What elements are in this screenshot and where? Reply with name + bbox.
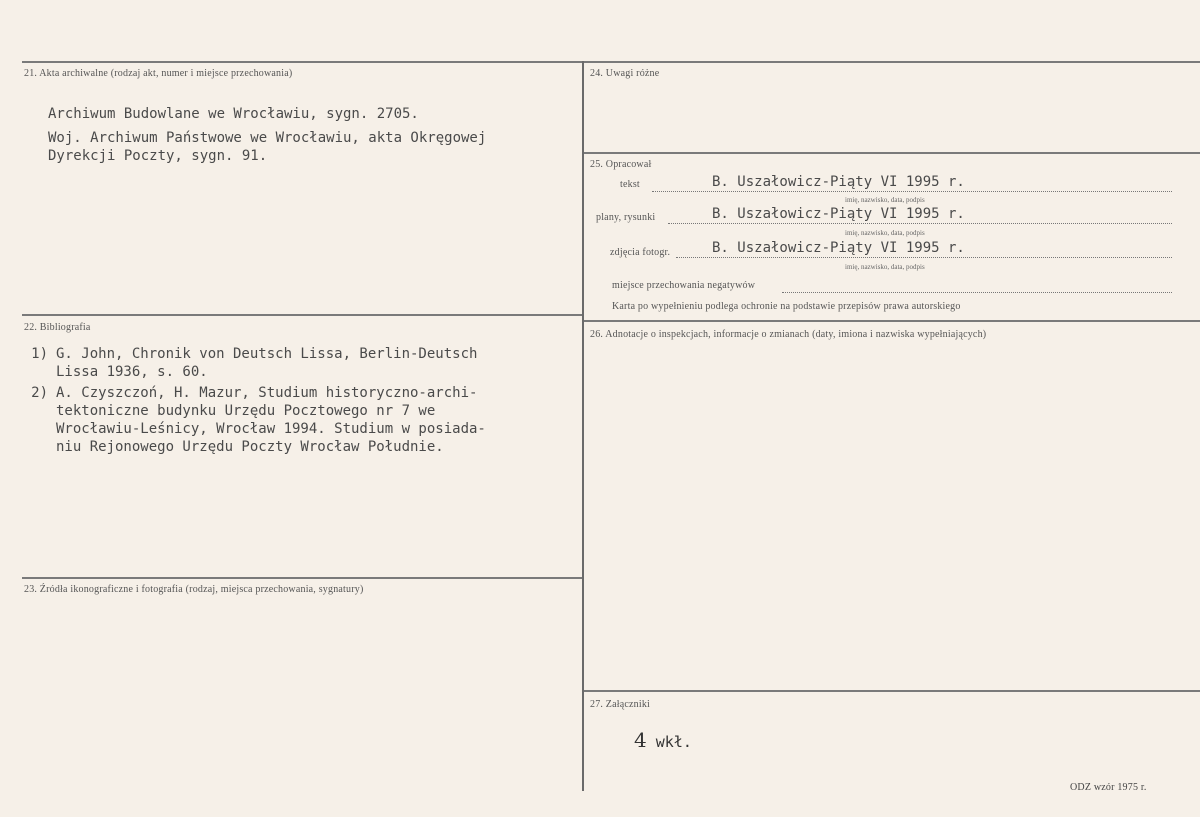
attachments-count: 4 [634,728,647,752]
row-photos-label: zdjęcia fotogr. [610,247,671,258]
bibliography-item-2-line-1: A. Czyszczoń, H. Mazur, Studium historyczno-archi- [56,385,478,401]
bibliography-item-2-line-2: tektoniczne budynku Urzędu Pocztowego nr 7 we [56,403,436,419]
row-photos-dots [676,257,1172,258]
row-photos-value: B. Uszałowicz-Piąty VI 1995 r. [712,240,965,256]
rule-26-27 [584,690,1200,692]
row-text-label: tekst [620,179,640,190]
form-footer: ODZ wzór 1975 r. [1070,782,1147,793]
archive-line-3: Dyrekcji Poczty, sygn. 91. [48,148,268,164]
bibliography-item-2-line-4: niu Rejonowego Urzędu Poczty Wrocław Południe. [56,439,444,455]
rule-24-25 [584,152,1200,154]
rule-22-23 [22,577,582,579]
section-27-label: 27. Załączniki [590,699,650,710]
section-25-label: 25. Opracował [590,159,652,170]
bibliography-item-2-number: 2) [31,385,48,401]
row-plans-dots [668,223,1172,224]
bibliography-item-1-line-1: G. John, Chronik von Deutsch Lissa, Berlin-Deutsch [56,346,478,362]
row-text-value: B. Uszałowicz-Piąty VI 1995 r. [712,174,965,190]
archive-line-1: Archiwum Budowlane we Wrocławiu, sygn. 2705. [48,106,419,122]
bibliography-item-1-line-2: Lissa 1936, s. 60. [56,364,208,380]
row-photos-hint: imię, nazwisko, data, podpis [845,263,925,271]
section-21-label: 21. Akta archiwalne (rodzaj akt, numer i miejsce przechowania) [24,68,293,79]
section-23-label: 23. Źródła ikonograficzne i fotografia (rodzaj, miejsca przechowania, sygnatury) [24,584,364,595]
bibliography-item-1-number: 1) [31,346,48,362]
bibliography-item-1 [22,345,477,381]
attachments-value [634,728,692,752]
negatives-dots [782,292,1172,293]
row-plans-label: plany, rysunki [596,212,656,223]
bibliography-item-2 [22,384,486,456]
rule-25-26 [584,320,1200,322]
archive-line-2: Woj. Archiwum Państwowe we Wrocławiu, akta Okręgowej [48,130,487,146]
section-26-label: 26. Adnotacje o inspekcjach, informacje o zmianach (daty, imiona i nazwiska wypełniających) [590,329,987,340]
row-plans-value: B. Uszałowicz-Piąty VI 1995 r. [712,206,965,222]
center-divider [582,61,584,791]
rule-21-22 [22,314,582,316]
negatives-label: miejsce przechowania negatywów [612,280,756,291]
row-plans-hint: imię, nazwisko, data, podpis [845,229,925,237]
section-24-label: 24. Uwagi różne [590,68,660,79]
bibliography-item-2-line-3: Wrocławiu-Leśnicy, Wrocław 1994. Studium w posiada- [56,421,486,437]
top-rule [22,61,1200,63]
section-22-label: 22. Bibliografia [24,322,91,333]
attachments-unit: wkł. [655,733,692,751]
row-text-hint: imię, nazwisko, data, podpis [845,196,925,204]
copyright-note: Karta po wypełnieniu podlega ochronie na podstawie przepisów prawa autorskiego [612,301,961,312]
row-text-dots [652,191,1172,192]
